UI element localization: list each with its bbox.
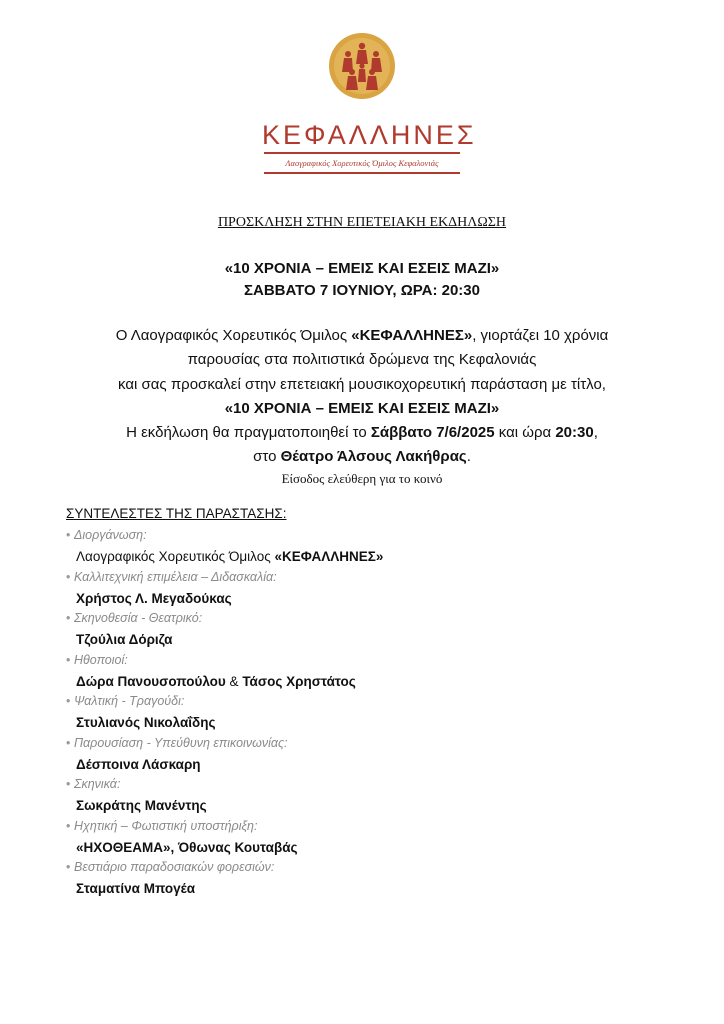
credit-item [66,526,666,569]
credit-role: • Ηχητική – Φωτιστική υποστήριξη: [66,819,258,833]
event-title: «10 ΧΡΟΝΙΑ – ΕΜΕΙΣ ΚΑΙ ΕΣΕΙΣ ΜΑΖΙ» [224,260,500,277]
logo [262,32,477,168]
body-line-2: παρουσίας στα πολιτιστικά δρώμενα της Κεφαλονιάς [187,351,537,368]
credit-role: • Ηθοποιοί: [66,653,128,667]
credit-person: Δώρα Πανουσοπούλου & Τάσος Χρηστάτος [76,674,356,689]
credit-person: Σωκράτης Μανέντης [76,798,207,813]
logo-wordmark: ΚΕΦΑΛΛΗΝΕΣ [262,120,477,150]
logo-divider [264,172,460,174]
body-line-5 [0,424,724,441]
credit-item [66,651,666,694]
credit-role: • Παρουσίαση - Υπεύθυνη επικοινωνίας: [66,736,288,750]
body-text: Ο Λαογραφικός Χορευτικός Όμιλος [115,327,352,344]
dancers-emblem-icon [328,32,396,100]
body-line-6 [0,448,724,465]
credit-person: «ΗΧΟΘΕΑΜΑ», Όθωνας Κουταβάς [76,840,298,855]
credit-role: • Διοργάνωση: [66,528,147,542]
body-text: Η εκδήλωση θα πραγματοποιηθεί το [126,424,371,441]
entry-note: Είσοδος ελεύθερη για το κοινό [281,471,443,486]
credit-item [66,817,666,860]
credit-role: • Σκηνοθεσία - Θεατρικό: [66,611,203,625]
credit-person: Δέσποινα Λάσκαρη [76,757,201,772]
body-line-3: και σας προσκαλεί στην επετειακή μουσικοχορευτική παράσταση με τίτλο, [118,376,606,393]
body-line-1 [0,327,724,344]
show-title: «10 ΧΡΟΝΙΑ – ΕΜΕΙΣ ΚΑΙ ΕΣΕΙΣ ΜΑΖΙ» [224,400,500,417]
credit-person: Λαογραφικός Χορευτικός Όμιλος «ΚΕΦΑΛΛΗΝΕΣ» [76,549,384,564]
credit-role: • Σκηνικά: [66,777,121,791]
event-datetime: ΣΑΒΒΑΤΟ 7 ΙΟΥΝΙΟΥ, ΩΡΑ: 20:30 [244,282,480,299]
credit-person: Στυλιανός Νικολαΐδης [76,715,216,730]
credit-role: • Ψαλτική - Τραγούδι: [66,694,185,708]
body-text: , γιορτάζει 10 χρόνια [472,327,609,344]
venue: Θέατρο Άλσους Λακήθρας [280,448,467,465]
logo-subtitle: Λαογραφικός Χορευτικός Όμιλος Κεφαλονιάς [285,158,439,168]
event-time: 20:30 [555,424,594,441]
body-line-4 [0,400,724,417]
body-text: . [466,448,471,465]
credit-item [66,775,666,818]
credits-heading: ΣΥΝΤΕΛΕΣΤΕΣ ΤΗΣ ΠΑΡΑΣΤΑΣΗΣ: [66,506,287,521]
credit-item [66,609,666,652]
credit-item [66,734,666,777]
credit-person: Σταματίνα Μπογέα [76,881,196,896]
group-name: «ΚΕΦΑΛΛΗΝΕΣ» [351,327,473,344]
credit-item [66,858,666,901]
credit-item [66,568,666,611]
credit-person: Χρήστος Λ. Μεγαδούκας [76,591,232,606]
body-text: , [593,424,598,441]
credit-item [66,692,666,735]
credit-role: • Καλλιτεχνική επιμέλεια – Διδασκαλία: [66,570,277,584]
credit-person: Τζούλια Δόριζα [76,632,173,647]
logo-divider [264,152,460,154]
event-date: Σάββατο 7/6/2025 [370,424,495,441]
invitation-title: ΠΡΟΣΚΛΗΣΗ ΣΤΗΝ ΕΠΕΤΕΙΑΚΗ ΕΚΔΗΛΩΣΗ [217,215,507,230]
body-text: και ώρα [494,424,556,441]
credit-role: • Βεστιάριο παραδοσιακών φορεσιών: [66,860,275,874]
body-text: στο [253,448,281,465]
